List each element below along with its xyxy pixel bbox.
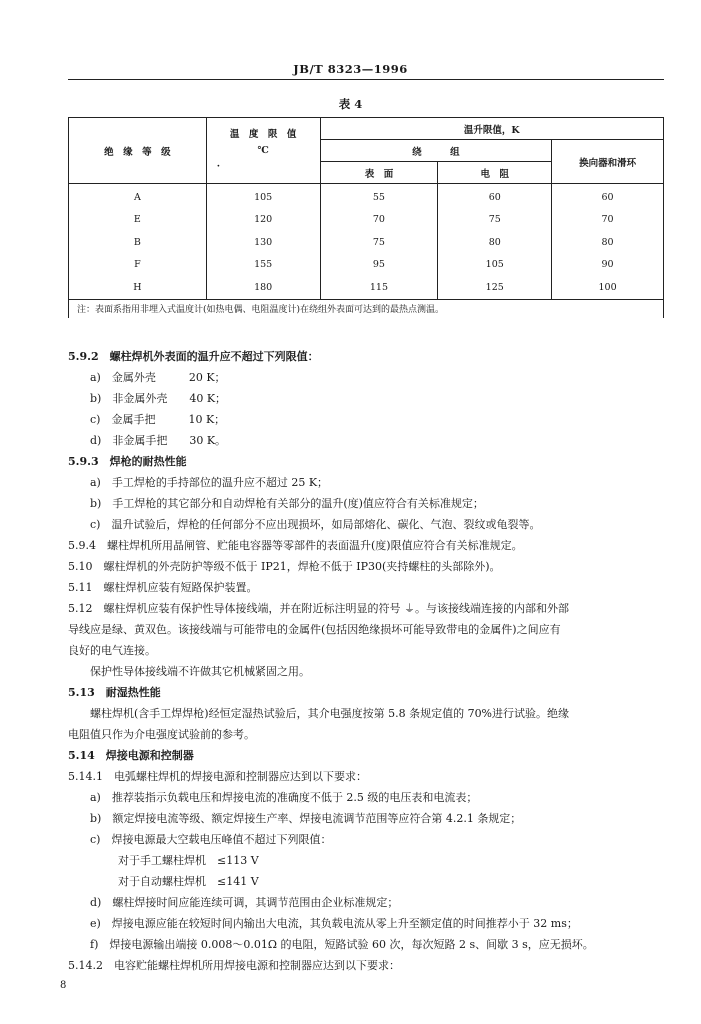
clause-5-9-3-b: b) 手工焊枪的其它部分和自动焊枪有关部分的温升(度)值应符合有关标准规定； <box>90 497 484 510</box>
cell-limit: 180 <box>206 276 320 299</box>
cell-surface: 55 <box>320 184 438 209</box>
header-resistance: 电 阻 <box>438 162 552 184</box>
clause-5-12-line3: 良好的电气连接。 <box>68 644 156 657</box>
cell-surface: 75 <box>320 231 438 254</box>
header-rise: 温升限值，K <box>320 118 663 140</box>
header-surface: 表 面 <box>320 162 438 184</box>
header-commutator: 换向器和滑环 <box>552 140 664 184</box>
table-row <box>69 184 664 209</box>
cell-grade: F <box>69 254 207 277</box>
temperature-rise-table <box>68 117 664 318</box>
clause-5-10: 5.10 螺柱焊机的外壳防护等级不低于 IP21，焊枪不低于 IP30(夹持螺柱的头部除外)。 <box>68 560 501 573</box>
cell-commutator: 60 <box>552 184 664 209</box>
cell-commutator: 100 <box>552 276 664 299</box>
cell-commutator: 90 <box>552 254 664 277</box>
table-note: 注：表面系指用非埋入式温度计(如热电偶、电阻温度计)在绕组外表面可达到的最热点测温。 <box>69 299 664 318</box>
cell-grade: B <box>69 231 207 254</box>
clause-5-13-line1: 螺柱焊机(含手工焊焊枪)经恒定湿热试验后，其介电强度按第 5.8 条规定值的 70%进行试验。绝缘 <box>90 707 570 720</box>
cell-commutator: 70 <box>552 209 664 232</box>
document-header: JB/T 8323—1996 <box>293 62 408 76</box>
clause-5-9-3: 5.9.3 焊枪的耐热性能 <box>68 455 187 468</box>
clause-5-14-1-c-auto: 对于自动螺柱焊机 ≤141 V <box>118 875 259 888</box>
clause-5-13-line2: 电阻值只作为介电强度试验前的参考。 <box>68 728 255 741</box>
clause-5-9-3-a: a) 手工焊枪的手持部位的温升应不超过 25 K； <box>90 476 329 489</box>
clause-5-14-1-a: a) 推荐装指示负载电压和焊接电流的准确度不低于 2.5 级的电压表和电流表； <box>90 791 478 804</box>
cell-surface: 95 <box>320 254 438 277</box>
clause-5-9-3-c: c) 温升试验后，焊枪的任何部分不应出现损坏，如局部熔化、碳化、气泡、裂纹或龟裂等。 <box>90 518 541 531</box>
cell-resistance: 80 <box>438 231 552 254</box>
table-row <box>69 231 664 254</box>
clause-5-9-2-c: c) 金属手把 10 K； <box>90 413 226 426</box>
header-temp-limit-unit: ℃ <box>257 144 269 156</box>
table-row <box>69 276 664 299</box>
cell-resistance: 105 <box>438 254 552 277</box>
header-winding: 绕 组 <box>320 140 552 162</box>
clause-5-12-line2: 导线应是绿、黄双色。该接线端与可能带电的金属件(包括因绝缘损坏可能导致带电的金属件)之间应有 <box>68 623 561 636</box>
table-caption: 表 4 <box>338 97 363 111</box>
header-temp-limit-label: 温 度 限 值 <box>229 128 297 140</box>
clause-5-14-2: 5.14.2 电容贮能螺柱焊机所用焊接电源和控制器应达到以下要求： <box>68 959 400 972</box>
clause-5-14: 5.14 焊接电源和控制器 <box>68 749 194 762</box>
page-number: 8 <box>60 980 67 991</box>
clause-5-14-1-c-manual: 对于手工螺柱焊机 ≤113 V <box>118 854 259 867</box>
clause-5-13: 5.13 耐湿热性能 <box>68 686 161 699</box>
clause-5-14-1-c: c) 焊接电源最大空载电压峰值不超过下列限值： <box>90 833 332 846</box>
clause-5-14-1-b: b) 额定焊接电流等级、额定焊接生产率、焊接电流调节范围等应符合第 4.2.1 条规定； <box>90 812 522 825</box>
cell-grade: H <box>69 276 207 299</box>
cell-grade: E <box>69 209 207 232</box>
clause-5-9-2: 5.9.2 螺柱焊机外表面的温升应不超过下列限值： <box>68 350 319 363</box>
clause-5-14-1: 5.14.1 电弧螺柱焊机的焊接电源和控制器应达到以下要求： <box>68 770 367 783</box>
clause-5-9-2-b: b) 非金属外壳 40 K； <box>90 392 227 405</box>
cell-resistance: 75 <box>438 209 552 232</box>
cell-resistance: 60 <box>438 184 552 209</box>
cell-resistance: 125 <box>438 276 552 299</box>
table-row <box>69 209 664 232</box>
clause-5-9-2-a: a) 金属外壳 20 K； <box>90 371 226 384</box>
header-temp-limit <box>206 118 320 184</box>
clause-5-11: 5.11 螺柱焊机应装有短路保护装置。 <box>68 581 258 594</box>
header-temp-limit-dot: · <box>216 160 221 172</box>
table-row <box>69 254 664 277</box>
cell-grade: A <box>69 184 207 209</box>
clause-5-14-1-e: e) 焊接电源应能在较短时间内输出大电流，其负载电流从零上升至额定值的时间推荐小于 32 ms； <box>90 917 578 930</box>
cell-surface: 115 <box>320 276 438 299</box>
clause-5-12-line4: 保护性导体接线端不许做其它机械紧固之用。 <box>90 665 310 678</box>
cell-limit: 105 <box>206 184 320 209</box>
clause-5-12-line1: 5.12 螺柱焊机应装有保护性导体接线端，并在附近标注明显的符号 ⏚。与该接线端连接的内部和外部 <box>68 602 569 615</box>
cell-limit: 130 <box>206 231 320 254</box>
header-rule <box>68 79 664 80</box>
cell-surface: 70 <box>320 209 438 232</box>
clause-5-9-4: 5.9.4 螺柱焊机所用晶闸管、贮能电容器等零部件的表面温升(度)限值应符合有关标准规定。 <box>68 539 523 552</box>
clause-5-9-2-d: d) 非金属手把 30 K。 <box>90 434 227 447</box>
cell-commutator: 80 <box>552 231 664 254</box>
cell-limit: 155 <box>206 254 320 277</box>
clause-5-14-1-f: f) 焊接电源输出端接 0.008～0.01Ω 的电阻，短路试验 60 次，每次短路 2 s、间歇 3 s，应无损坏。 <box>90 938 594 951</box>
cell-limit: 120 <box>206 209 320 232</box>
clause-5-14-1-d: d) 螺柱焊接时间应能连续可调，其调节范围由企业标准规定； <box>90 896 399 909</box>
header-insulation: 绝 缘 等 级 <box>69 118 207 184</box>
